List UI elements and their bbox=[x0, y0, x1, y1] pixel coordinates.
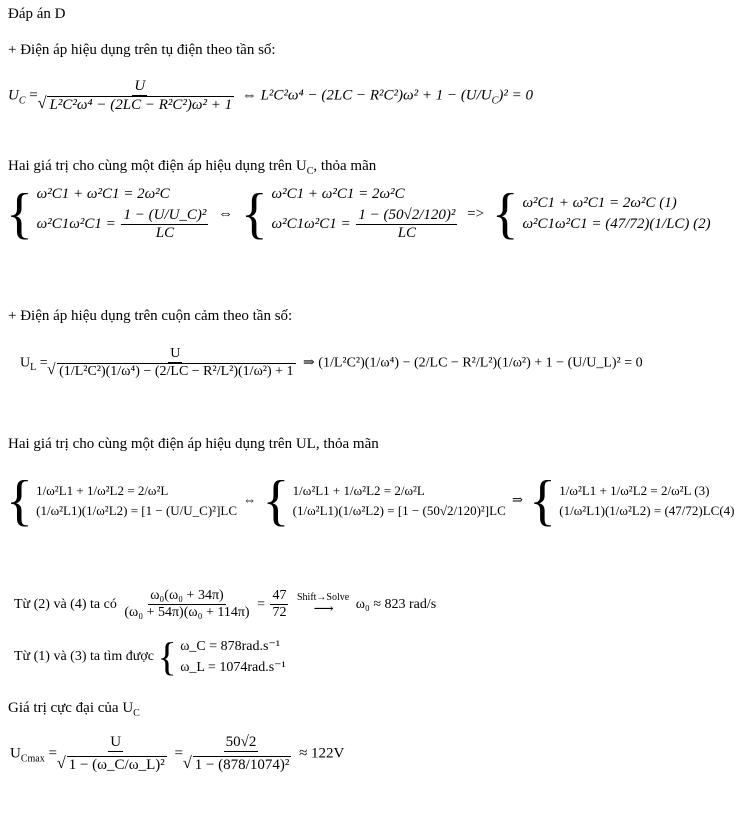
inductor-system-a: 1/ω²L1 + 1/ω²L2 = 2/ω²L (1/ω²L1)(1/ω²L2) = [1 − (U/U_C)²]LC bbox=[36, 483, 238, 519]
capacitor-voltage-equation: $U_C$ = U √ L²C²ω⁴ − (2LC − R²C²)ω² + 1 ⇔ $L^2C^2\omega^4 - (2LC - R^2C^2)\omega^2 + 1 - (U/U_C)^2 = 0$ bbox=[8, 78, 533, 115]
inductor-voltage-heading: + Điện áp hiệu dụng trên cuộn cảm theo tần số: bbox=[8, 308, 293, 324]
solve-omega0-row: Từ (2) và (4) ta có $\frac{\text{ω₀(ω₀ + 34π)}}{\text{(ω₀ + 54π)(ω₀ + 114π)}}$ = $\frac{47}{72}$ Shift→Solve ⟶ ω₀ ≈ 823 rad/s bbox=[14, 588, 437, 621]
capacitor-system-a: ω²C1 + ω²C1 = 2ω²C ω²C1ω²C1 = $\frac{\text{1 − (U/U\_C)²}}{LC}$ bbox=[36, 186, 207, 242]
shift-solve-arrow: Shift→Solve ⟶ bbox=[296, 592, 350, 618]
inductor-system-row: { 1/ω²L1 + 1/ω²L2 = 2/ω²L (1/ω²L1)(1/ω²L2) = [1 − (U/U_C)²]LC ⇔ { 1/ω²L1 + 1/ω²L2 = 2/ω²L (1/ω²L1)(1/ω²L2) = [1 − (50√2/120)²]LC ⇒ { 1/ω²L1 + 1/ω²L2 = 2/ω²L (3) (1/ω²L1)(1/ω²L2) = (47/72)LC(4) bbox=[6, 470, 735, 532]
answer-label: Đáp án D bbox=[8, 6, 66, 22]
inductor-condition-heading: Hai giá trị cho cùng một điện áp hiệu dụng trên UL, thỏa mãn bbox=[8, 436, 379, 452]
inductor-system-c: 1/ω²L1 + 1/ω²L2 = 2/ω²L (3) (1/ω²L1)(1/ω²L2) = (47/72)LC(4) bbox=[559, 483, 735, 519]
capacitor-system-c: ω²C1 + ω²C1 = 2ω²C (1) ω²C1ω²C1 = (47/72)(1/LC) (2) bbox=[522, 195, 711, 233]
inductor-voltage-equation: $U_L$ = U √ (1/L²C²)(1/ω⁴) − (2/LC − R²/L²)(1/ω²) + 1 ⇒ (1/L²C²)(1/ω⁴) − (2/LC − R²/L²)(1/ω²) + 1 − (U/U_L)² = 0 bbox=[20, 346, 643, 380]
capacitor-system-b: ω²C1 + ω²C1 = 2ω²C ω²C1ω²C1 = $\frac{\text{1 − (50√2/120)²}}{LC}$ bbox=[271, 186, 456, 242]
max-voltage-heading: Giá trị cực đại của $U_C$ bbox=[8, 700, 140, 719]
inductor-system-b: 1/ω²L1 + 1/ω²L2 = 2/ω²L (1/ω²L1)(1/ω²L2) = [1 − (50√2/120)²]LC bbox=[292, 483, 506, 519]
capacitor-voltage-heading: + Điện áp hiệu dụng trên tụ điện theo tần số: bbox=[8, 42, 276, 58]
omega-results-row: Từ (1) và (3) ta tìm được { ω_C = 878rad.s⁻¹ ω_L = 1074rad.s⁻¹ bbox=[14, 634, 286, 679]
max-voltage-equation: $U_{Cmax}$ = U √ 1 − (ω_C/ω_L)² = 50√2 √ 1 − (878/1074)² ≈ 122V bbox=[10, 734, 344, 775]
capacitor-system-row: { ω²C1 + ω²C1 = 2ω²C ω²C1ω²C1 = $\frac{\text{1 − (U/U\_C)²}}{LC}$ ⇔ { ω²C1 + ω²C1 = 2ω²C ω²C1ω²C1 = $\frac{\text{1 − (50√2/120)²}}{LC}$ => { ω²C1 + ω²C1 = 2ω²C (1) ω²C1ω²C1 = (47/72)(1/LC) (2) bbox=[6, 183, 711, 246]
capacitor-condition-heading: Hai giá trị cho cùng một điện áp hiệu dụng trên $U_C$, thỏa mãn bbox=[8, 158, 377, 177]
